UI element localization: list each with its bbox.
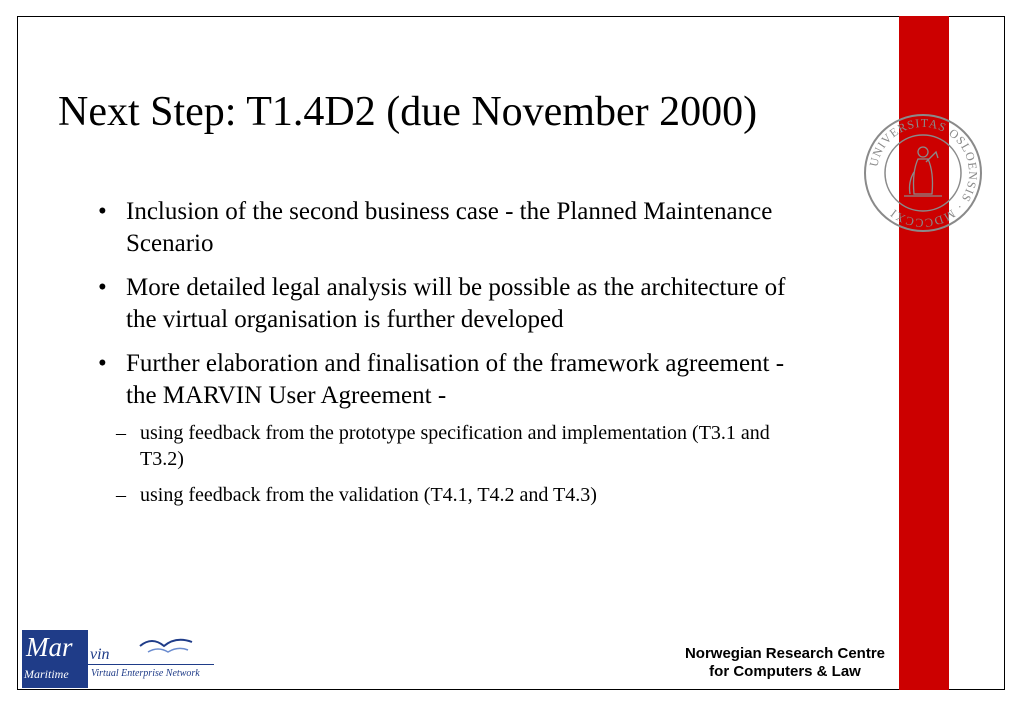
marvin-logo bbox=[22, 630, 214, 688]
sub-bullet-text: using feedback from the prototype specification and implementation (T3.1 and T3.2) bbox=[140, 422, 770, 470]
logo-marvin-text: Mar bbox=[26, 632, 73, 662]
bullet-dot: • bbox=[98, 198, 107, 225]
sub-bullet-item bbox=[70, 482, 818, 508]
organization-line-1: Norwegian Research Centre bbox=[684, 645, 886, 662]
bullet-text: Further elaboration and finalisation of the framework agreement - the MARVIN User Agreement - bbox=[126, 350, 785, 409]
svg-text:UNIVERSITAS OSLOENSIS · MDCCCX: UNIVERSITAS OSLOENSIS · MDCCCXI bbox=[866, 115, 981, 231]
sub-bullet-dash: – bbox=[116, 422, 126, 444]
bullet-item bbox=[98, 348, 818, 412]
bullet-text: Inclusion of the second business case - the Planned Maintenance Scenario bbox=[126, 198, 773, 257]
organization-line-2: for Computers & Law bbox=[709, 663, 861, 680]
sub-bullet-text: using feedback from the validation (T4.1, T4.2 and T4.3) bbox=[140, 484, 597, 506]
bullet-item bbox=[98, 196, 818, 260]
logo-network-text: Virtual Enterprise Network bbox=[91, 668, 200, 679]
slide-title: Next Step: T1.4D2 (due November 2000) bbox=[58, 89, 758, 135]
bullet-list bbox=[98, 196, 818, 518]
logo-maritime-text: Maritime bbox=[24, 667, 69, 681]
sub-bullet-dash: – bbox=[116, 484, 126, 506]
organization-name bbox=[676, 645, 894, 681]
logo-box bbox=[22, 630, 88, 688]
seagull-icon bbox=[138, 634, 198, 656]
university-seal-icon bbox=[862, 112, 984, 234]
logo-divider bbox=[88, 664, 214, 665]
bullet-text: More detailed legal analysis will be possible as the architecture of the virtual organisation is further developed bbox=[126, 274, 786, 333]
sub-bullet-item bbox=[70, 420, 818, 472]
bullet-item bbox=[98, 272, 818, 336]
logo-vin-text: vin bbox=[90, 646, 110, 663]
bullet-dot: • bbox=[98, 274, 107, 301]
bullet-dot: • bbox=[98, 350, 107, 377]
